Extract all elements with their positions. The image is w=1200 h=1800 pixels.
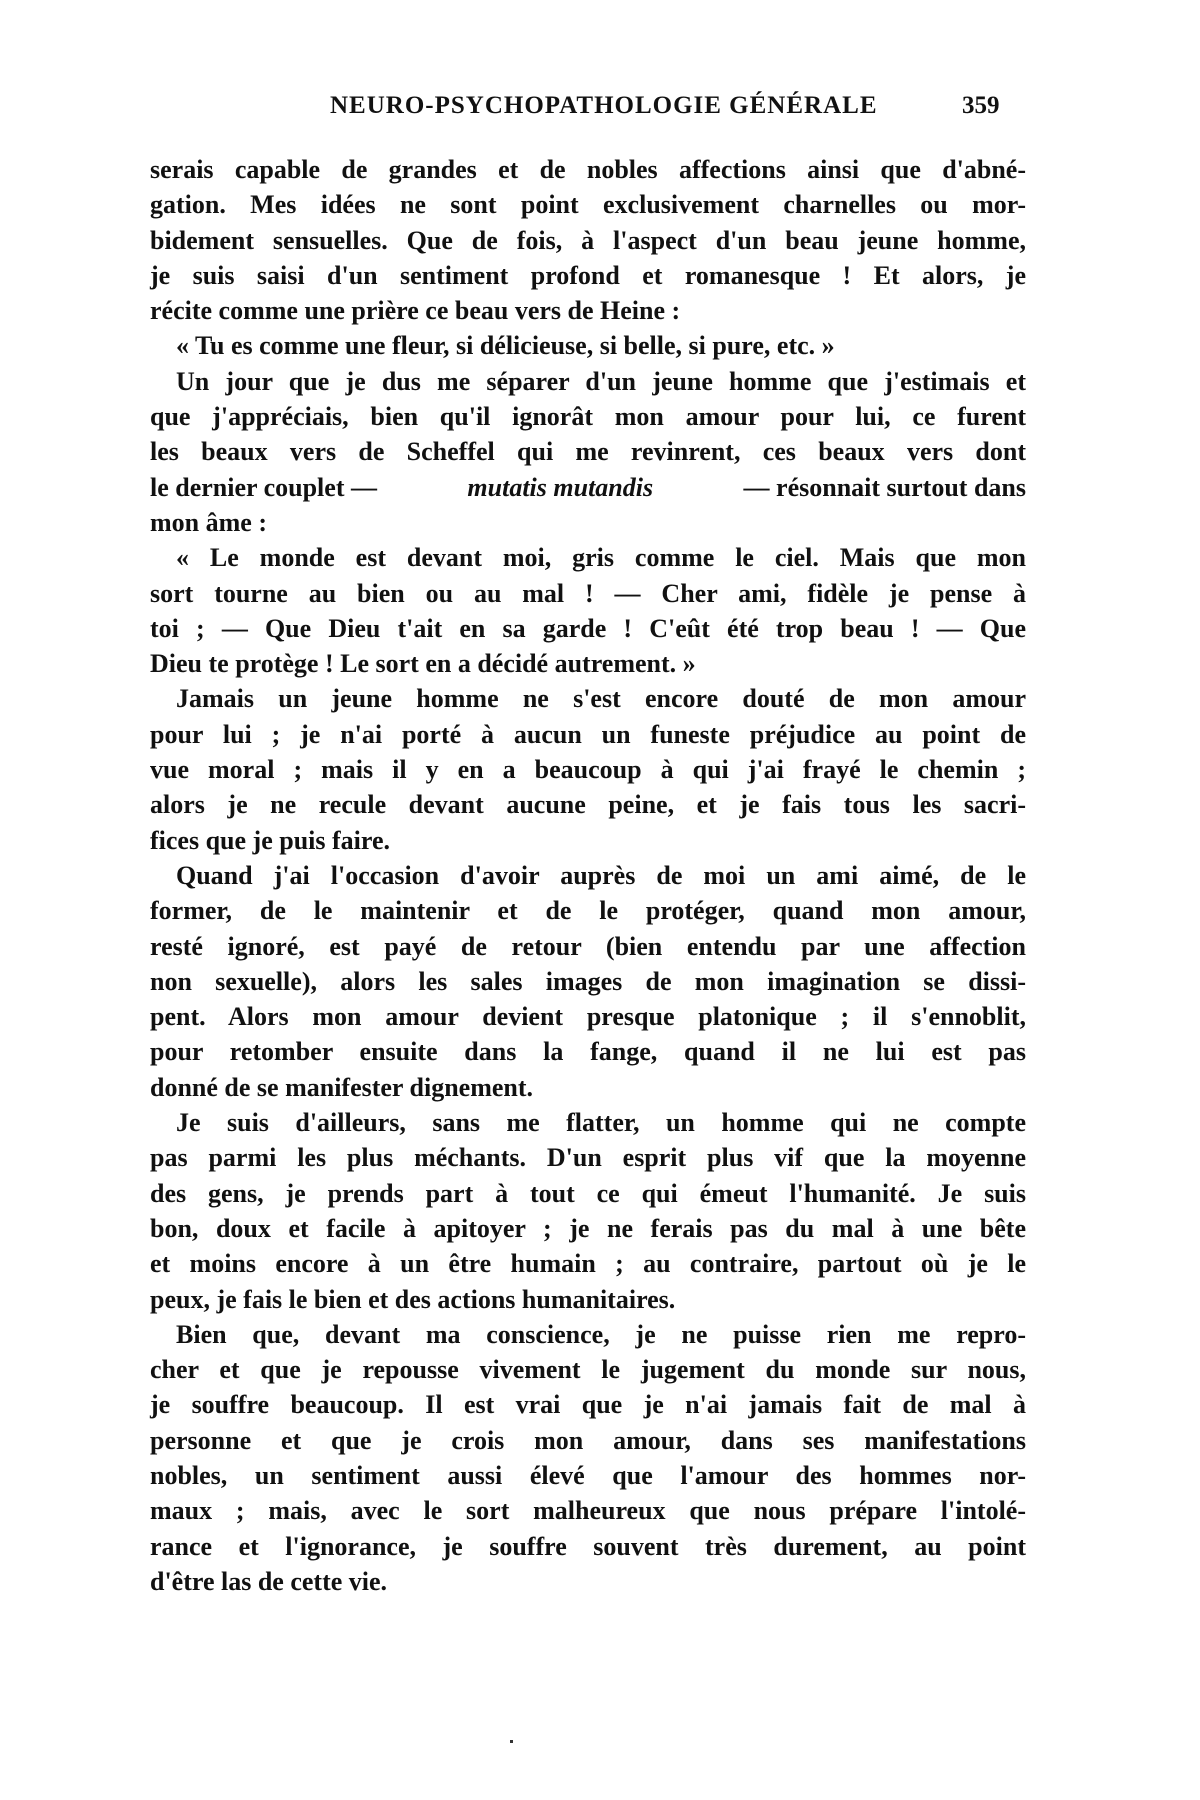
text-line: Dieu te protège ! Le sort en a décidé autrement. » — [150, 649, 696, 679]
text-line: pour retomber ensuite dans la fange, quand il ne lui est pas — [150, 1037, 1026, 1067]
text-line: je suis saisi d'un sentiment profond et romanesque ! Et alors, je — [150, 260, 1026, 290]
text-line: toi ; — Que Dieu t'ait en sa garde ! C'eût été trop beau ! — Que — [150, 613, 1026, 643]
text-line: les beaux vers de Scheffel qui me revinrent, ces beaux vers dont — [150, 437, 1026, 467]
text-line: nobles, un sentiment aussi élevé que l'amour des hommes nor- — [150, 1460, 1026, 1490]
text-line: pent. Alors mon amour devient presque platonique ; il s'ennoblit, — [150, 1002, 1026, 1032]
text-line: fices que je puis faire. — [150, 825, 390, 855]
text-line: rance et l'ignorance, je souffre souvent très durement, au point — [150, 1531, 1026, 1561]
text-line: sort tourne au bien ou au mal ! — Cher ami, fidèle je pense à — [150, 578, 1026, 608]
text-line: je souffre beaucoup. Il est vrai que je n'ai jamais fait de mal à — [150, 1390, 1026, 1420]
text-segment: le dernier couplet — — [150, 472, 377, 502]
text-line: Quand j'ai l'occasion d'avoir auprès de moi un ami aimé, de le — [176, 860, 1026, 890]
text-line: maux ; mais, avec le sort malheureux que nous prépare l'intolé- — [150, 1496, 1026, 1526]
text-line: non sexuelle), alors les sales images de mon imagination se dissi- — [150, 966, 1026, 996]
text-line: Un jour que je dus me séparer d'un jeune homme que j'estimais et — [176, 366, 1026, 396]
text-line — [150, 470, 1026, 505]
text-line: Bien que, devant ma conscience, je ne puisse rien me repro- — [176, 1319, 1026, 1349]
text-line: pour lui ; je n'ai porté à aucun un funeste préjudice au point de — [150, 719, 1026, 749]
italic-phrase: mutatis mutandis — [467, 472, 654, 502]
text-line: bidement sensuelles. Que de fois, à l'aspect d'un beau jeune homme, — [150, 225, 1026, 255]
text-line: « Le monde est devant moi, gris comme le ciel. Mais que mon — [176, 543, 1026, 573]
page-number: 359 — [962, 92, 1000, 119]
text-line: donné de se manifester dignement. — [150, 1072, 534, 1102]
text-line: récite comme une prière ce beau vers de Heine : — [150, 296, 681, 326]
text-line: vue moral ; mais il y en a beaucoup à qui j'ai frayé le chemin ; — [150, 755, 1026, 785]
text-line: bon, doux et facile à apitoyer ; je ne ferais pas du mal à une bête — [150, 1213, 1026, 1243]
text-line: que j'appréciais, bien qu'il ignorât mon amour pour lui, ce furent — [150, 402, 1026, 432]
text-line: peux, je fais le bien et des actions humanitaires. — [150, 1284, 676, 1314]
text-line: Jamais un jeune homme ne s'est encore douté de mon amour — [176, 684, 1026, 714]
text-line: pas parmi les plus méchants. D'un esprit plus vif que la moyenne — [150, 1143, 1026, 1173]
text-line: resté ignoré, est payé de retour (bien entendu par une affection — [150, 931, 1026, 961]
text-line: Je suis d'ailleurs, sans me flatter, un homme qui ne compte — [176, 1108, 1026, 1138]
text-line: et moins encore à un être humain ; au contraire, partout où je le — [150, 1249, 1026, 1279]
text-line: former, de le maintenir et de le protéger, quand mon amour, — [150, 896, 1026, 926]
text-segment: — résonnait surtout dans — [743, 472, 1026, 502]
text-line: cher et que je repousse vivement le jugement du monde sur nous, — [150, 1355, 1026, 1385]
print-speck — [510, 1740, 513, 1743]
text-line: mon âme : — [150, 507, 267, 537]
text-line: d'être las de cette vie. — [150, 1566, 388, 1596]
text-line: serais capable de grandes et de nobles affections ainsi que d'abné- — [150, 155, 1026, 184]
body-text — [150, 152, 1026, 1599]
text-line: gation. Mes idées ne sont point exclusivement charnelles ou mor- — [150, 190, 1026, 220]
text-line: « Tu es comme une fleur, si délicieuse, si belle, si pure, etc. » — [176, 331, 835, 361]
text-line: des gens, je prends part à tout ce qui émeut l'humanité. Je suis — [150, 1178, 1026, 1208]
text-line: personne et que je crois mon amour, dans ses manifestations — [150, 1425, 1026, 1455]
running-head: NEURO-PSYCHOPATHOLOGIE GÉNÉRALE — [330, 92, 878, 119]
text-line: alors je ne recule devant aucune peine, et je fais tous les sacri- — [150, 790, 1026, 820]
